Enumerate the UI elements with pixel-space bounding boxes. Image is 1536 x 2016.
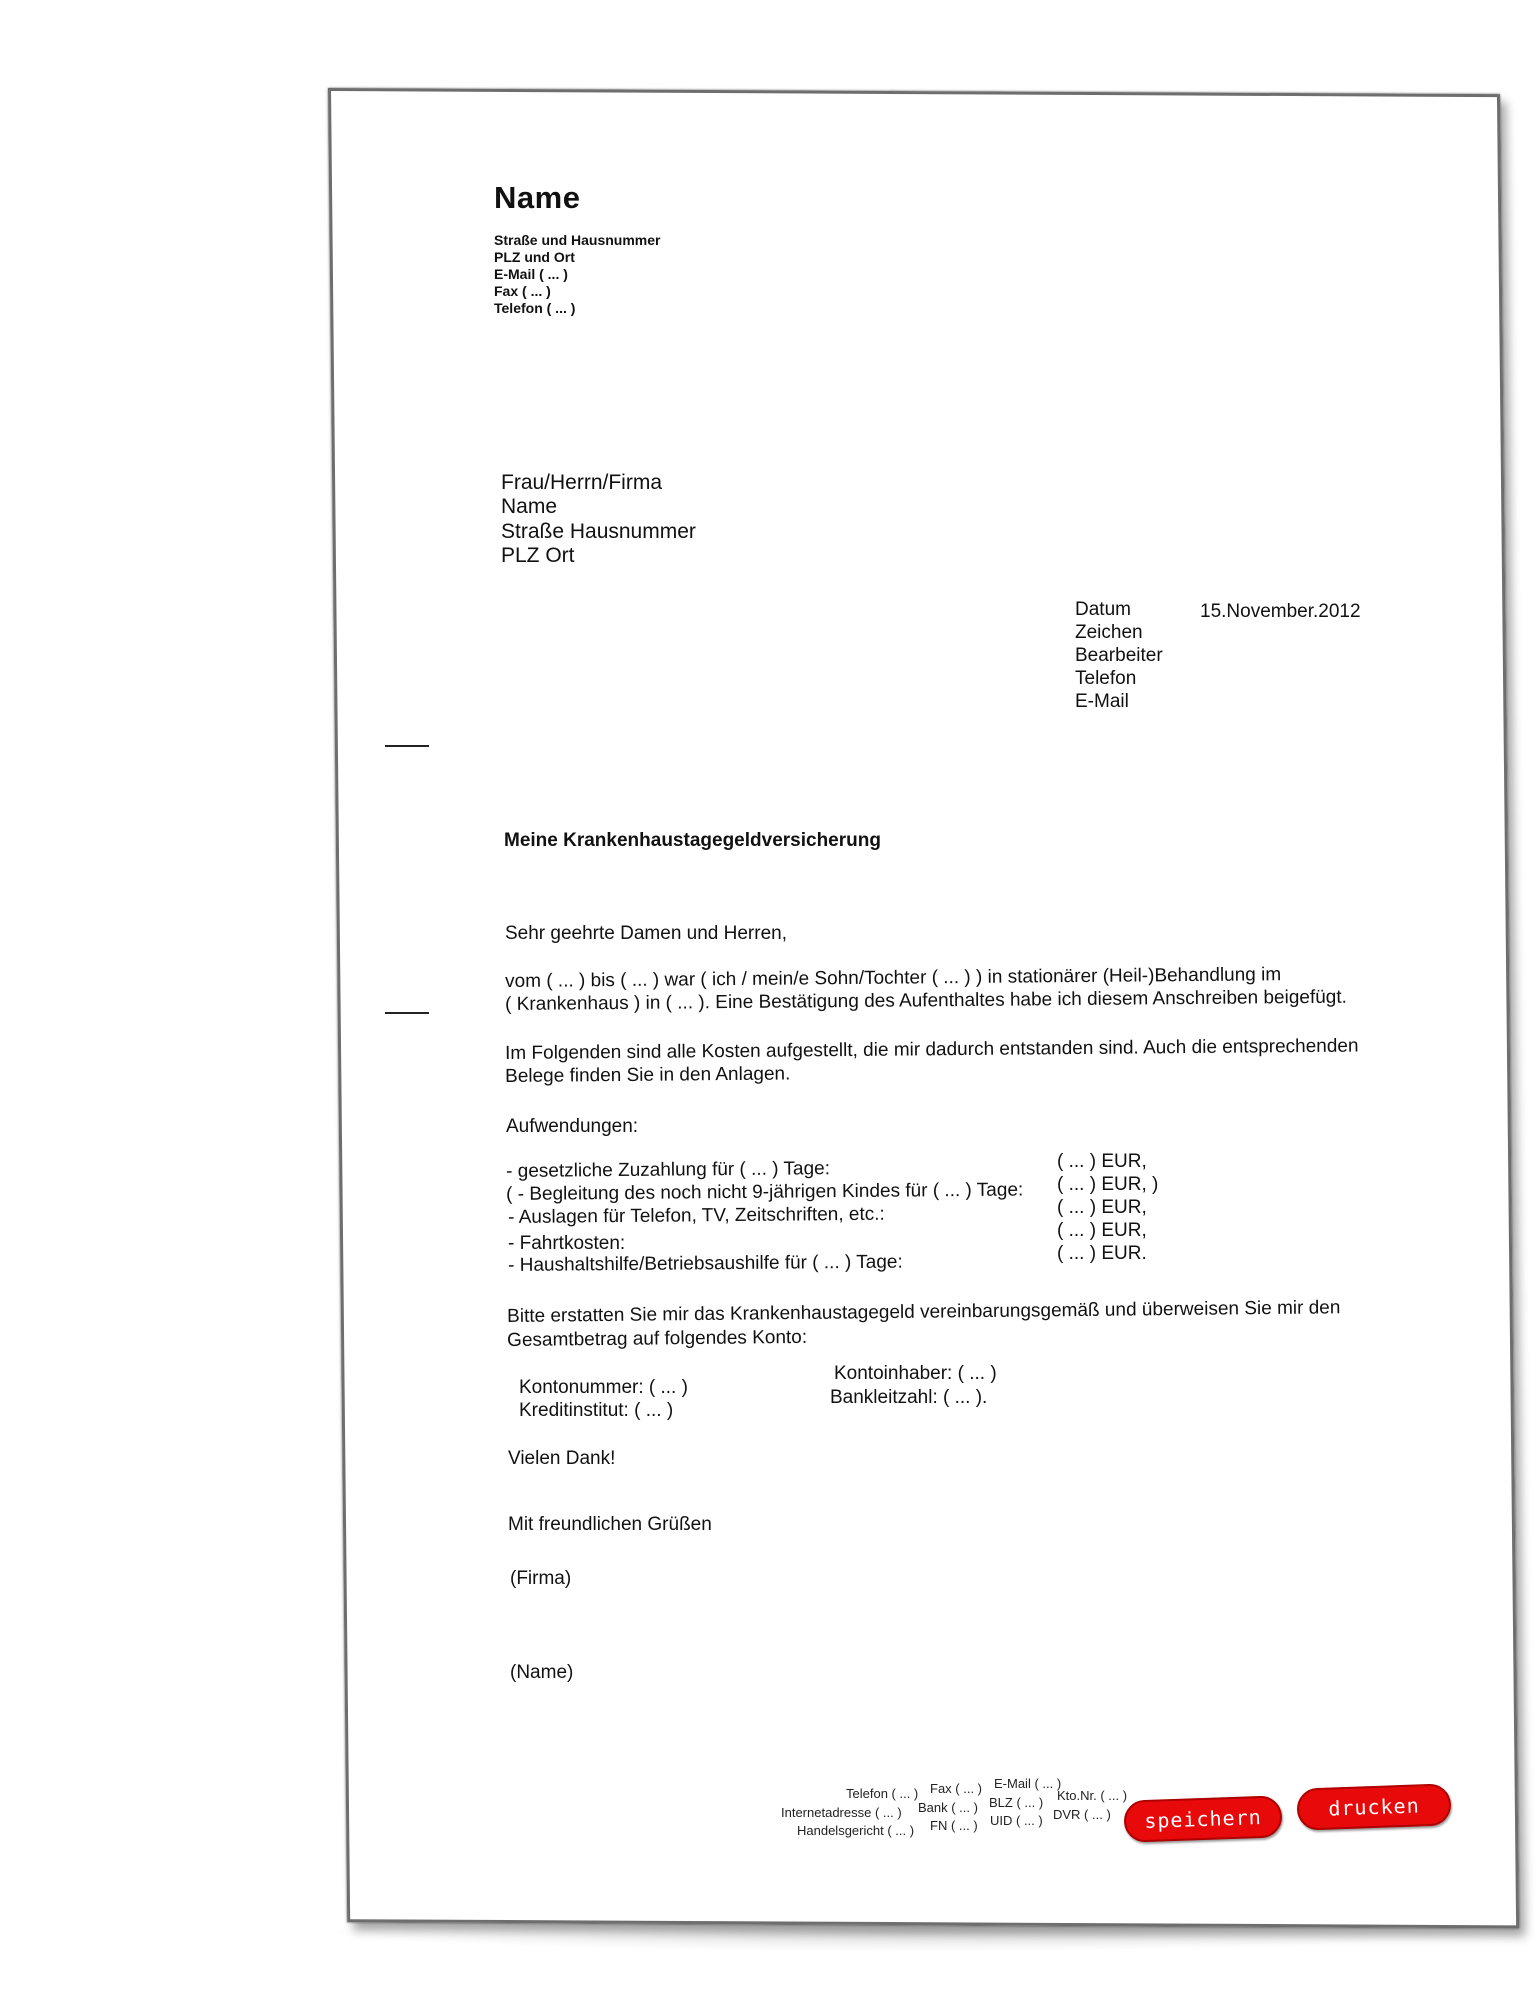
sender-phone: Telefon ( ... )	[494, 300, 576, 316]
expense-amount: ( ... ) EUR,	[1057, 1197, 1147, 1218]
sender-email: E-Mail ( ... )	[494, 266, 568, 282]
letter-subject: Meine Krankenhaustagegeldversicherung	[504, 830, 881, 851]
paragraph3-line1: Bitte erstatten Sie mir das Krankenhaustagegeld vereinbarungsgemäß und überweisen Sie mir den	[507, 1297, 1341, 1327]
meta-date-label: Datum	[1075, 599, 1131, 620]
meta-phone-label: Telefon	[1075, 668, 1137, 689]
bank-code: Bankleitzahl: ( ... ).	[830, 1387, 988, 1408]
sender-fax: Fax ( ... )	[494, 283, 551, 299]
expense-item: - Auslagen für Telefon, TV, Zeitschriften, etc.:	[508, 1203, 885, 1228]
recipient-name: Name	[501, 495, 558, 518]
bank-account-holder: Kontoinhaber: ( ... )	[834, 1363, 997, 1384]
footer-website: Internetadresse ( ... )	[781, 1805, 902, 1820]
footer-phone: Telefon ( ... )	[846, 1786, 919, 1801]
sender-city: PLZ und Ort	[494, 249, 575, 265]
print-button[interactable]: drucken	[1296, 1783, 1451, 1830]
footer-fn: FN ( ... )	[930, 1818, 978, 1833]
expense-amount: ( ... ) EUR,	[1057, 1220, 1147, 1241]
meta-date-value: 15.November.2012	[1200, 601, 1361, 622]
footer-dvr: DVR ( ... )	[1053, 1807, 1111, 1822]
footer-email: E-Mail ( ... )	[994, 1776, 1062, 1791]
paragraph1-line1: vom ( ... ) bis ( ... ) war ( ich / mein/e Sohn/Tochter ( ... ) ) in stationärer (Heil-)Behandlung im	[505, 964, 1282, 992]
paragraph3-line2: Gesamtbetrag auf folgendes Konto:	[507, 1326, 808, 1351]
footer-uid: UID ( ... )	[990, 1813, 1043, 1828]
fold-mark-middle	[385, 1012, 429, 1014]
footer-blz: BLZ ( ... )	[989, 1795, 1044, 1810]
expense-amount: ( ... ) EUR,	[1057, 1151, 1147, 1172]
letter-signature-name: (Name)	[510, 1662, 574, 1683]
sender-name: Name	[494, 180, 581, 215]
paragraph2-line2: Belege finden Sie in den Anlagen.	[505, 1063, 791, 1087]
expense-item: - Fahrtkosten:	[508, 1233, 626, 1254]
save-button[interactable]: speichern	[1123, 1795, 1282, 1842]
letter-salutation: Sehr geehrte Damen und Herren,	[505, 923, 787, 944]
footer-fax: Fax ( ... )	[930, 1781, 982, 1796]
fold-mark-top	[385, 745, 429, 747]
expense-amount: ( ... ) EUR, )	[1057, 1174, 1159, 1195]
bank-account-number: Kontonummer: ( ... )	[519, 1377, 688, 1398]
paragraph1-line2: ( Krankenhaus ) in ( ... ). Eine Bestätigung des Aufenthaltes habe ich diesem Anschreiben beigefügt.	[505, 986, 1347, 1015]
recipient-street: Straße Hausnummer	[501, 520, 696, 543]
footer-account-number: Kto.Nr. ( ... )	[1057, 1788, 1128, 1803]
paragraph2-line1: Im Folgenden sind alle Kosten aufgestellt, die mir dadurch entstanden sind. Auch die entsprechenden	[505, 1035, 1359, 1064]
sender-street: Straße und Hausnummer	[494, 232, 661, 248]
expense-item: - gesetzliche Zuzahlung für ( ... ) Tage:	[506, 1158, 831, 1182]
expense-amount: ( ... ) EUR.	[1057, 1243, 1147, 1264]
letter-closing: Mit freundlichen Grüßen	[508, 1514, 712, 1535]
recipient-salutation: Frau/Herrn/Firma	[501, 471, 663, 494]
meta-email-label: E-Mail	[1075, 691, 1129, 712]
expense-item: - Haushaltshilfe/Betriebsaushilfe für ( ... ) Tage:	[508, 1251, 903, 1276]
meta-clerk-label: Bearbeiter	[1075, 645, 1163, 666]
meta-reference-label: Zeichen	[1075, 622, 1143, 643]
footer-court: Handelsgericht ( ... )	[797, 1823, 915, 1838]
bank-institution: Kreditinstitut: ( ... )	[519, 1400, 674, 1421]
recipient-city: PLZ Ort	[501, 544, 575, 567]
expenses-heading: Aufwendungen:	[506, 1116, 639, 1137]
expense-item: ( - Begleitung des noch nicht 9-jährigen Kindes für ( ... ) Tage:	[506, 1179, 1024, 1205]
footer-bank: Bank ( ... )	[918, 1800, 978, 1815]
letter-firm: (Firma)	[510, 1568, 572, 1589]
letter-thanks: Vielen Dank!	[508, 1448, 616, 1469]
